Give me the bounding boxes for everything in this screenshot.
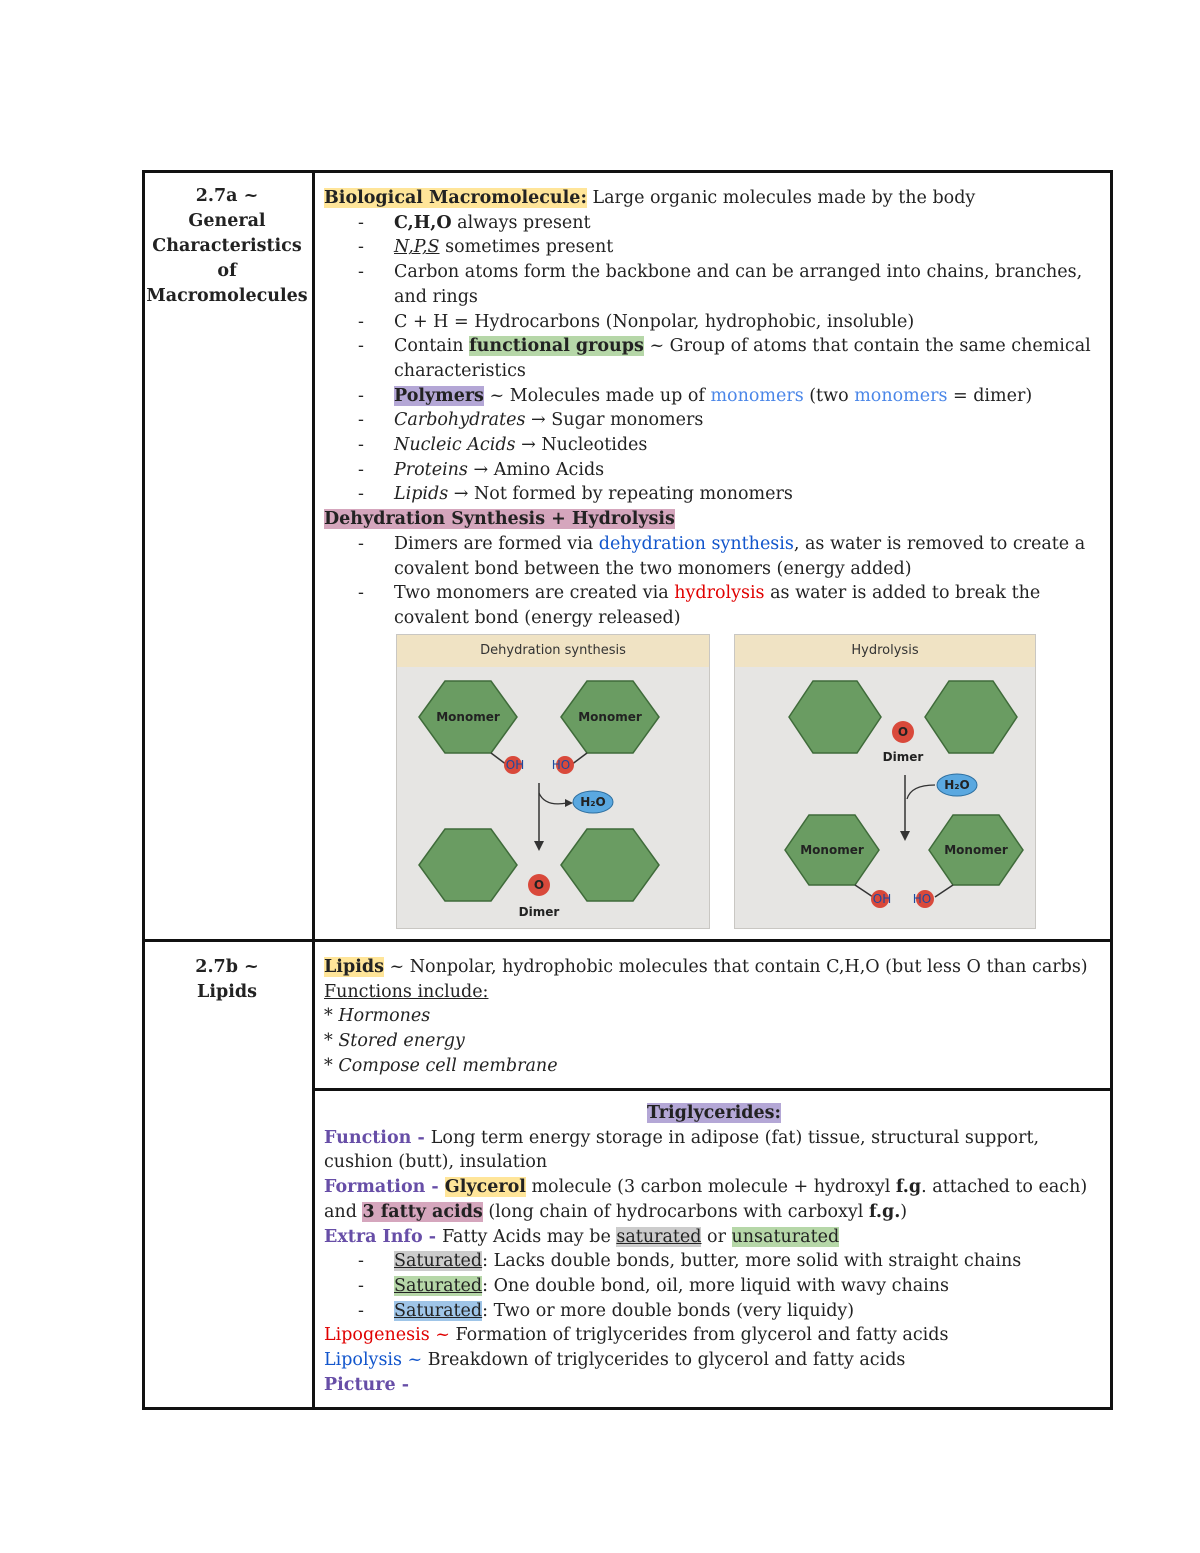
bold-text: C,H,O [394,212,452,233]
list-item: - Proteins → Amino Acids [358,459,605,480]
term-hydrolysis: hydrolysis [674,583,765,604]
item-text: → Amino Acids [467,459,605,480]
section-2-7a-content [324,186,1104,631]
water-label: H₂O [580,795,606,809]
item-text: : Two or more double bonds (very liquidy) [482,1300,855,1321]
function-item: * Hormones [324,1006,431,1027]
hydroxyl-label: OH [505,758,525,772]
hydroxyl-label: HO [551,758,571,772]
table-border-left [142,170,145,1410]
item-text: Dimers are formed via [394,533,599,554]
term-saturated: Saturated [394,1300,483,1321]
item-text: → Not formed by repeating monomers [448,484,793,505]
bold-text: f.g. [868,1201,901,1222]
item-text: C + H = Hydrocarbons (Nonpolar, hydrophobic, insoluble) [394,311,915,332]
heading-dehydration-hydrolysis [324,507,1104,532]
list-item: - C,H,O always present [358,212,591,233]
monomer-hexagon [561,829,659,901]
term-saturated: Saturated [394,1275,483,1296]
italic-text: N,P,S [394,237,440,258]
italic-text: Carbohydrates [394,410,526,431]
section-title-line: of [217,261,237,281]
hydroxyl-label: HO [912,892,932,906]
label-text: Formation - [324,1177,445,1198]
list-item: - Saturated: Two or more double bonds (very liquidy) [358,1300,855,1321]
definition-text: Large organic molecules made by the body [586,188,976,208]
item-text: , as water is removed to create a covalent bond between the two monomers (energy added) [394,533,1086,579]
term-monomers: monomers [854,385,948,406]
term-biological-macromolecule: Biological Macromolecule: [324,188,587,208]
monomer-label: Monomer [944,843,1008,857]
term-unsaturated: unsaturated [731,1226,840,1247]
paragraph-text: ) [900,1201,908,1222]
list-item: - Saturated: One double bond, oil, more liquid with wavy chains [358,1275,950,1296]
term-polymers: Polymers [394,385,484,406]
lipogenesis-line [324,1323,1104,1348]
figure-title: Hydrolysis [735,635,1035,667]
oxygen-label: O [897,725,909,739]
section-2-7a-label [142,184,312,309]
monomer-label: Monomer [578,710,642,724]
triglycerides-heading [324,1101,1104,1126]
table-border-bottom [142,1407,1113,1410]
list-item: - Carbohydrates → Sugar monomers [358,410,704,431]
paragraph-text: (long chain of hydrocarbons with carboxyl [482,1201,869,1222]
dimer-label: Dimer [882,750,924,764]
lipolysis-line [324,1348,1104,1373]
paragraph-text: Fatty Acids may be [442,1226,617,1247]
paragraph-text: Formation of triglycerides from glycerol and fatty acids [449,1325,949,1346]
table-border-right [1110,170,1113,1410]
label-text: Function - [324,1127,431,1148]
list-item: - Carbon atoms form the backbone and can be arranged into chains, branches, and rings [358,262,1083,307]
macromolecule-definition [324,186,1104,211]
term-saturated: saturated [616,1226,702,1247]
item-text: as water is added to break the covalent bond (energy released) [394,583,1041,628]
term-dehydration-synthesis: dehydration synthesis [598,533,794,554]
list-item: - Contain functional groups ~ Group of atoms that contain the same chemical characteristics [358,336,1091,381]
table-border-top [142,170,1113,173]
hydroxyl-label: OH [872,892,892,906]
heading-text: Triglycerides: [646,1103,781,1123]
definition-text: ~ Nonpolar, hydrophobic molecules that contain C,H,O (but less O than carbs) [383,957,1088,977]
item-text: Contain [394,336,470,357]
item-text: always present [451,212,591,233]
list-item: - Polymers ~ Molecules made up of monomers (two monomers = dimer) [358,385,1033,406]
list-item: - Nucleic Acids → Nucleotides [358,435,648,456]
italic-text: Proteins [394,459,468,480]
term-lipolysis: Lipolysis ~ [324,1350,423,1371]
item-text: → Nucleotides [515,435,648,456]
function-item: * Compose cell membrane [324,1055,558,1076]
section-title-line: Lipids [197,982,257,1002]
item-text: Carbon atoms form the backbone and can be arranged into chains, branches, and rings [394,262,1083,307]
item-text: ~ Group of atoms that contain the same chemical characteristics [394,336,1091,381]
item-text: sometimes present [439,237,614,258]
term-fatty-acids: 3 fatty acids [362,1201,483,1222]
lipids-content [324,955,1104,1079]
list-item: - Two monomers are created via hydrolysis as water is added to break the covalent bond (energy released) [358,583,1041,628]
term-lipids: Lipids [324,957,384,977]
lipids-definition [324,955,1104,980]
paragraph-text: Long term energy storage in adipose (fat) tissue, structural support, cushion (butt), insulation [324,1127,1040,1173]
hydrolysis-figure [734,634,1036,929]
section-title-line: General [188,211,266,231]
label-text: Picture - [324,1374,409,1395]
table-row-divider [142,939,1113,942]
item-text: ~ Molecules made up of [483,385,711,406]
bold-text: f.g [895,1177,922,1198]
term-glycerol: Glycerol [444,1177,526,1198]
dimer-label: Dimer [518,905,560,919]
figure-title: Dehydration synthesis [397,635,709,667]
item-text: Two monomers are created via [394,583,675,604]
section-number: 2.7b ~ [195,957,259,977]
paragraph-text: or [701,1226,732,1247]
item-text: : Lacks double bonds, butter, more solid with straight chains [482,1251,1022,1272]
triglycerides-content [324,1101,1104,1397]
item-text: → Sugar monomers [525,410,704,431]
term-saturated: Saturated [394,1251,483,1272]
list-item: - Dimers are formed via dehydration synthesis, as water is removed to create a covalent bond between the two monomers (energy added) [358,533,1086,579]
formation-paragraph [324,1175,1104,1224]
monomer-hexagon [419,829,517,901]
term-functional-groups: functional groups [469,336,644,357]
heading-text: Dehydration Synthesis + Hydrolysis [324,509,675,530]
function-paragraph [324,1126,1104,1175]
paragraph-text: . attached to each) and [324,1177,1088,1222]
monomer-label: Monomer [436,710,500,724]
italic-text: Nucleic Acids [394,435,516,456]
function-item: * Stored energy [324,1031,465,1052]
monomer-hexagon [789,681,881,753]
list-item: - C + H = Hydrocarbons (Nonpolar, hydrophobic, insoluble) [358,311,915,332]
term-lipogenesis: Lipogenesis ~ [324,1325,450,1346]
item-text: : One double bond, oil, more liquid with wavy chains [482,1275,950,1296]
list-item: - N,P,S sometimes present [358,237,614,258]
italic-text: Lipids [394,484,449,505]
hydrolysis-diagram [735,635,1035,928]
table-column-divider [312,170,315,1410]
oxygen-label: O [533,878,545,892]
term-monomers: monomers [710,385,804,406]
extra-info-paragraph [324,1225,1104,1250]
monomer-hexagon [925,681,1017,753]
list-item: - Saturated: Lacks double bonds, butter, more solid with straight chains [358,1251,1022,1272]
paragraph-text: Breakdown of triglycerides to glycerol and fatty acids [422,1350,906,1371]
label-text: Extra Info - [324,1226,443,1247]
section-title-line: Macromolecules [146,286,308,306]
item-text: = dimer) [947,385,1033,406]
dehydration-diagram [397,635,709,928]
functions-label: Functions include: [324,981,489,1002]
notes-table [142,170,1113,1410]
table-subrow-divider [312,1088,1113,1091]
dehydration-synthesis-figure [396,634,710,929]
list-item: - Lipids → Not formed by repeating monomers [358,484,793,505]
item-text: (two [803,385,855,406]
paragraph-text: molecule (3 carbon molecule + hydroxyl [525,1177,896,1198]
water-label: H₂O [944,778,970,792]
section-2-7b-label [142,955,312,1005]
monomer-label: Monomer [800,843,864,857]
section-number: 2.7a ~ [195,186,259,206]
picture-line [324,1373,1104,1398]
section-title-line: Characteristics [152,236,302,256]
